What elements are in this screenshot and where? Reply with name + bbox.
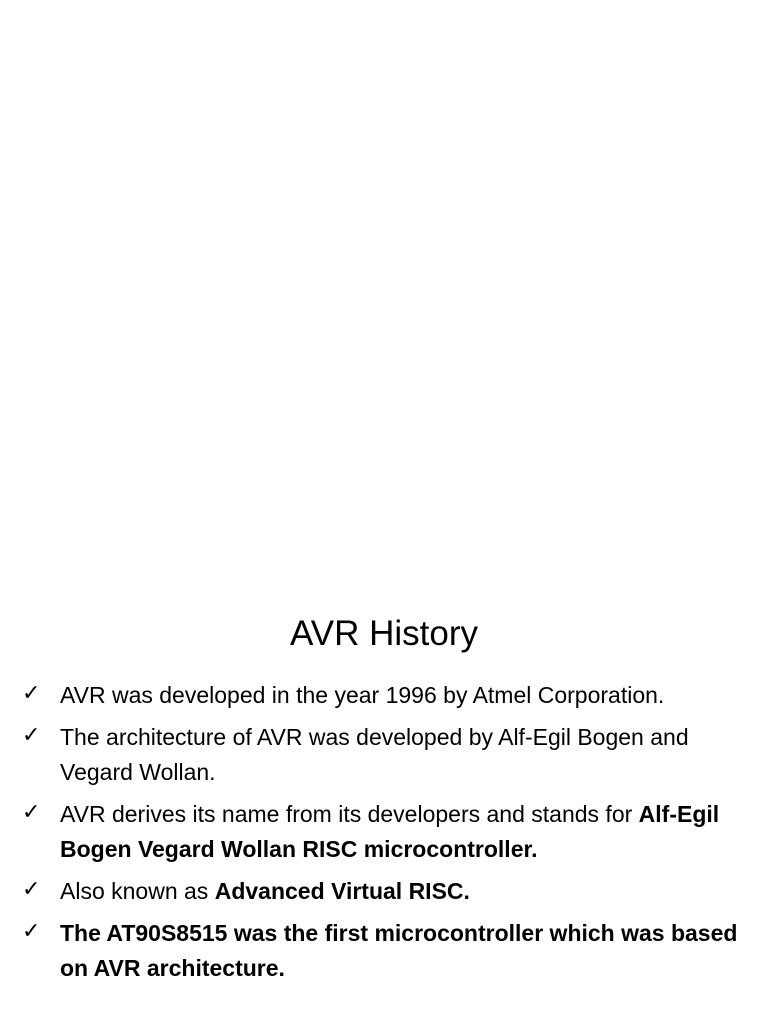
- checkmark-icon: ✓: [22, 800, 41, 825]
- bullet-item: [20, 874, 748, 909]
- checkmark-icon: ✓: [22, 919, 41, 944]
- bullet-list: [20, 678, 748, 993]
- checkmark-icon: ✓: [22, 681, 41, 706]
- bullet-item: [20, 678, 748, 713]
- bullet-bold-text: Alf-Egil Bogen Vegard Wollan RISC microcontroller.: [60, 801, 720, 862]
- bullet-text: AVR was developed in the year 1996 by Atmel Corporation.: [60, 682, 665, 708]
- checkmark-icon: ✓: [22, 877, 41, 902]
- bullet-bold-text: The AT90S8515 was the first microcontroller which was based on AVR architecture.: [60, 920, 738, 981]
- bullet-item: [20, 720, 748, 790]
- checkmark-icon: ✓: [22, 723, 41, 748]
- bullet-item: [20, 797, 748, 867]
- slide-title: AVR History: [290, 614, 478, 653]
- bullet-item: [20, 916, 748, 986]
- bullet-text: AVR derives its name from its developers and stands for: [60, 801, 639, 827]
- bullet-bold-text: Advanced Virtual RISC.: [214, 878, 470, 904]
- bullet-text: The architecture of AVR was developed by Alf-Egil Bogen and Vegard Wollan.: [60, 724, 689, 785]
- bullet-text: Also known as: [60, 878, 215, 904]
